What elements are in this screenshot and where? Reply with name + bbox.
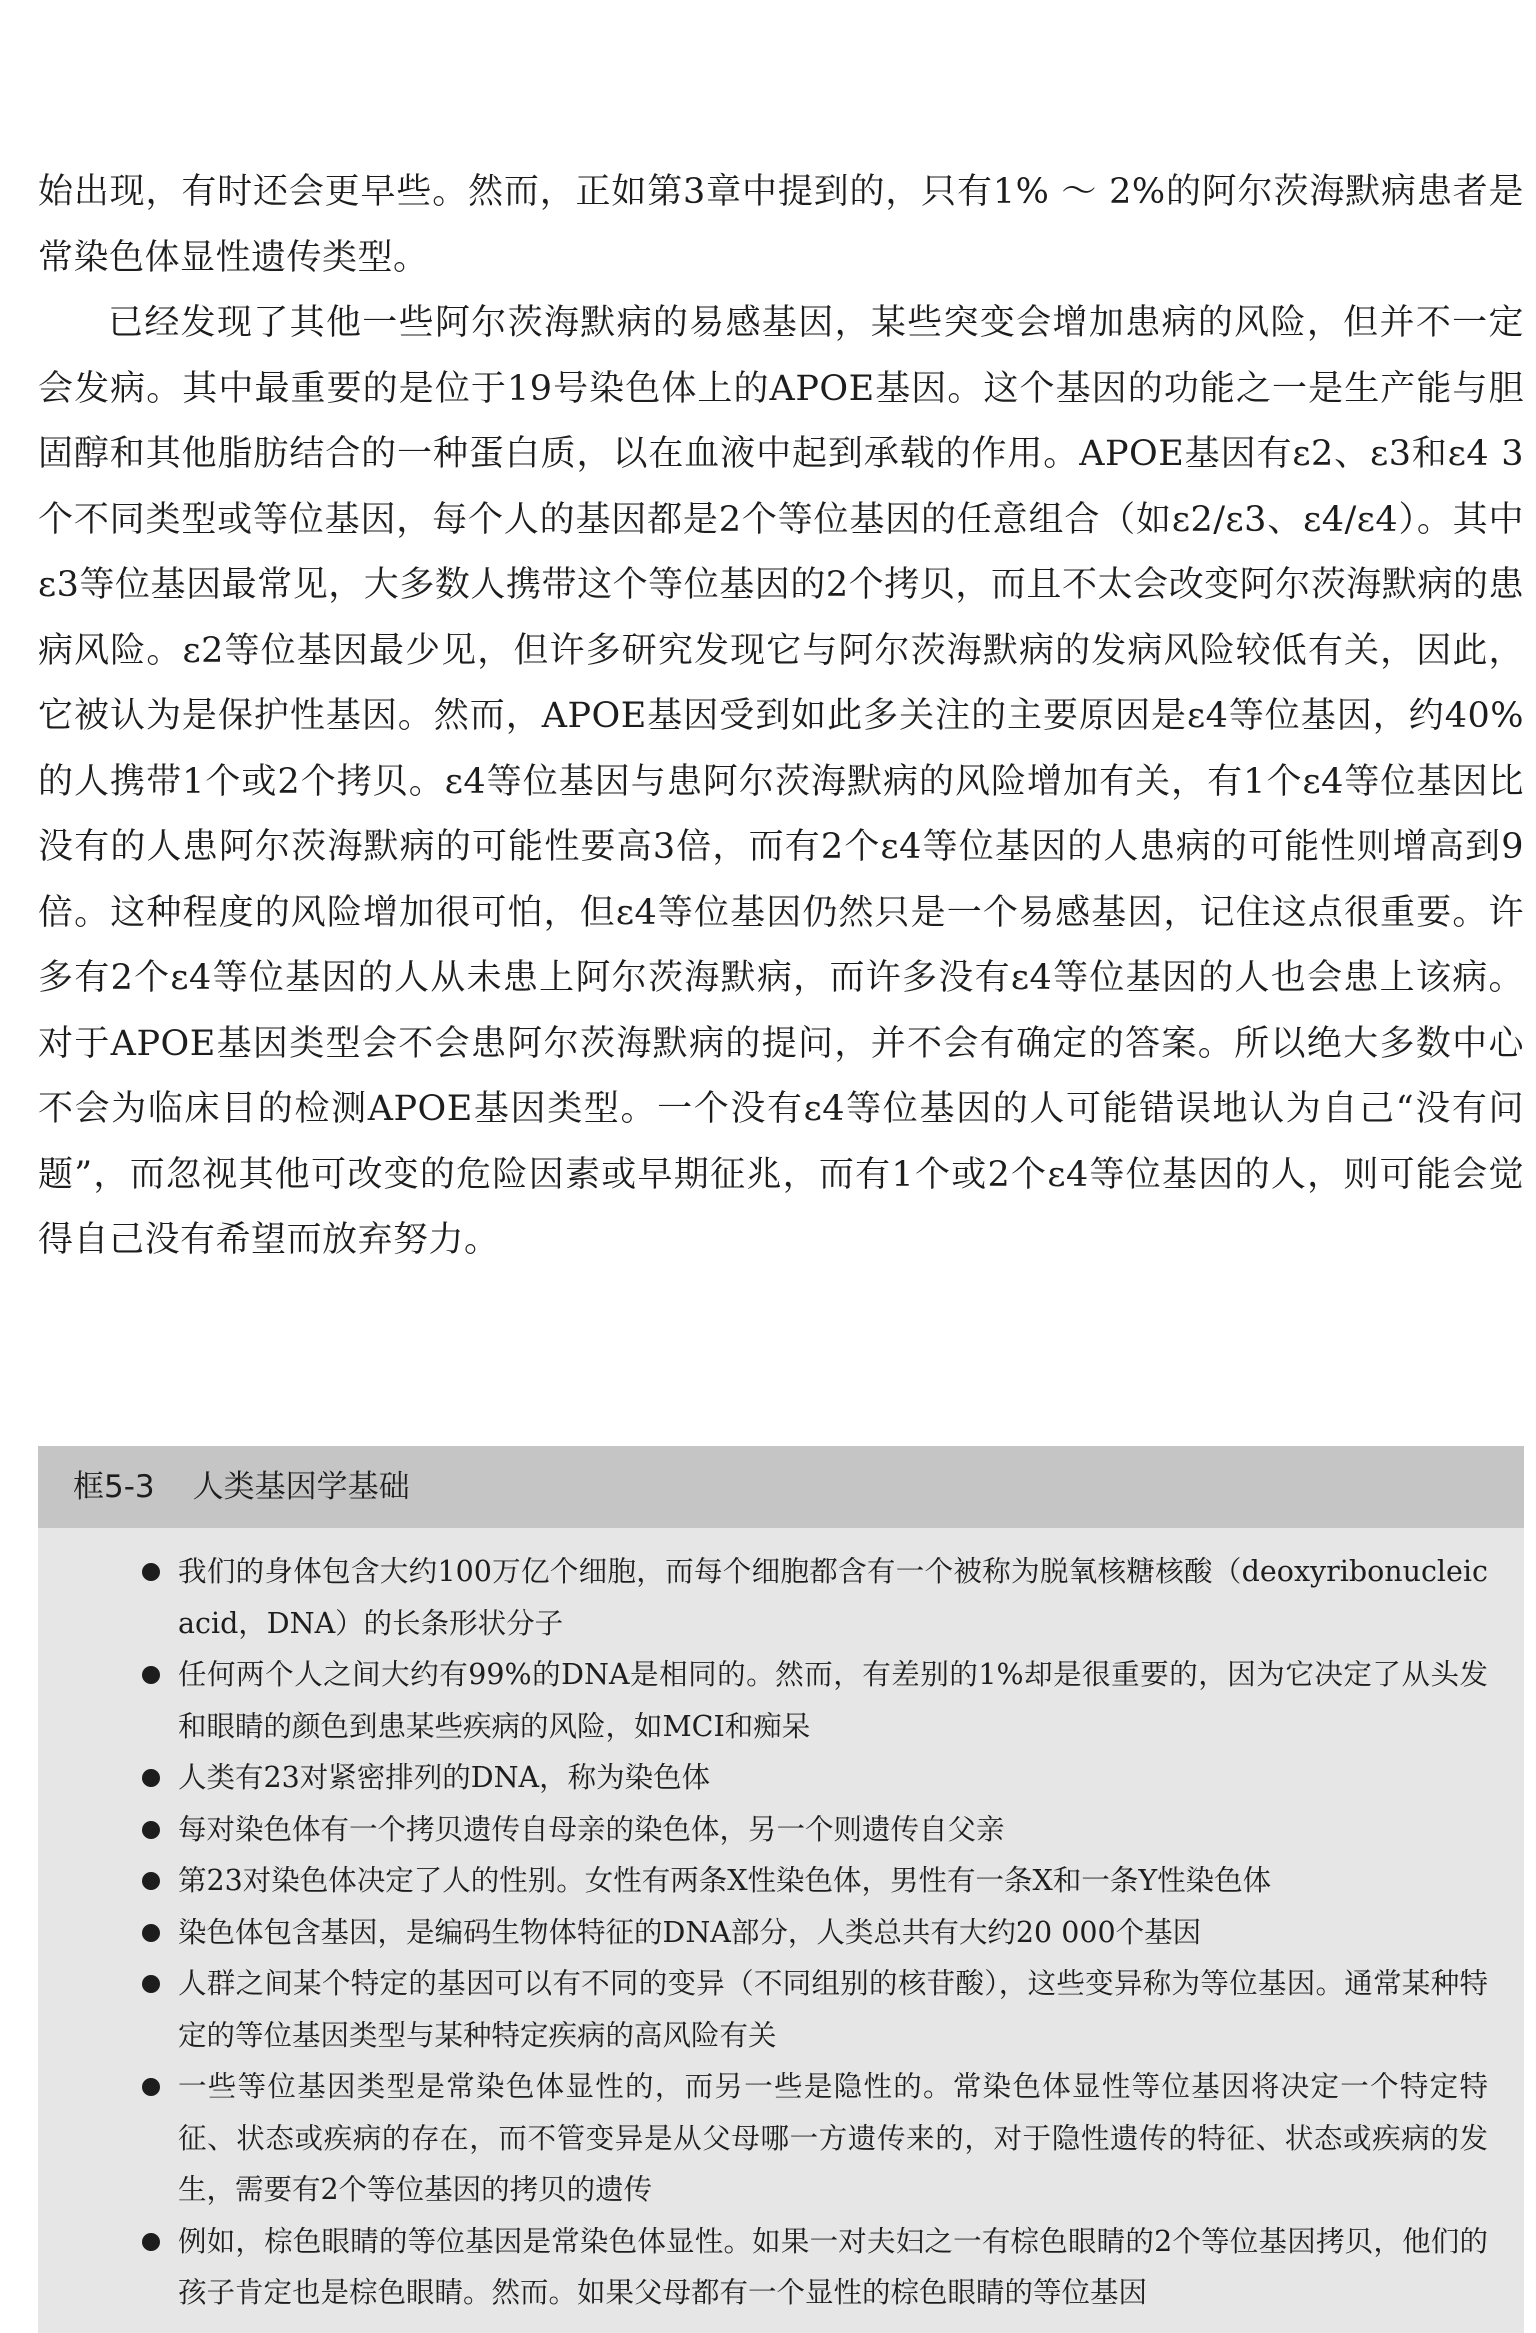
list-item-text: 例如，棕色眼睛的等位基因是常染色体显性。如果一对夫妇之一有棕色眼睛的2个等位基因拷贝，他们的孩子肯定也是棕色眼睛。然而。如果父母都有一个显性的棕色眼睛的等位基因 bbox=[178, 2224, 1488, 2309]
sidebar-box-5-3 bbox=[38, 1446, 1524, 2333]
bullet-dot-icon bbox=[142, 1924, 160, 1942]
list-item-text: 人类有23对紧密排列的DNA，称为染色体 bbox=[178, 1761, 711, 1794]
box-bullet-list bbox=[38, 1546, 1524, 2319]
list-item bbox=[38, 1907, 1524, 1959]
list-item-text: 任何两个人之间大约有99%的DNA是相同的。然而，有差别的1%却是很重要的，因为它决定了从头发和眼睛的颜色到患某些疾病的风险，如MCI和痴呆 bbox=[178, 1658, 1488, 1743]
box-title-text: 人类基因学基础 bbox=[192, 1469, 410, 1505]
list-item bbox=[38, 2061, 1524, 2216]
box-title bbox=[73, 1446, 410, 1528]
paragraph-continuation: 始出现，有时还会更早些。然而，正如第3章中提到的，只有1% ～ 2%的阿尔茨海默病患者是常染色体显性遗传类型。 bbox=[38, 172, 1524, 278]
list-item bbox=[38, 1804, 1524, 1856]
paragraph-apoe: 已经发现了其他一些阿尔茨海默病的易感基因，某些突变会增加患病的风险，但并不一定会发病。其中最重要的是位于19号染色体上的APOE基因。这个基因的功能之一是生产能与胆固醇和其他脂肪结合的一种蛋白质，以在血液中起到承载的作用。APOE基因有ε2、ε3和ε4 3个不同类型或等位基因，每个人的基因都是2个等位基因的任意组合（如ε2/ε3、ε4/ε4）。其中ε3等位基因最常见，大多数人携带这个等位基因的2个拷贝，而且不太会改变阿尔茨海默病的患病风险。ε2等位基因最少见，但许多研究发现它与阿尔茨海默病的发病风险较低有关，因此，它被认为是保护性基因。然而，APOE基因受到如此多关注的主要原因是ε4等位基因，约40%的人携带1个或2个拷贝。ε4等位基因与患阿尔茨海默病的风险增加有关，有1个ε4等位基因比没有的人患阿尔茨海默病的可能性要高3倍，而有2个ε4等位基因的人患病的可能性则增高到9倍。这种程度的风险增加很可怕，但ε4等位基因仍然只是一个易感基因，记住这点很重要。许多有2个ε4等位基因的人从未患上阿尔茨海默病，而许多没有ε4等位基因的人也会患上该病。对于APOE基因类型会不会患阿尔茨海默病的提问，并不会有确定的答案。所以绝大多数中心不会为临床目的检测APOE基因类型。一个没有ε4等位基因的人可能错误地认为自己“没有问题”，而忽视其他可改变的危险因素或早期征兆，而有1个或2个ε4等位基因的人，则可能会觉得自己没有希望而放弃努力。 bbox=[38, 303, 1524, 1260]
list-item-text: 人群之间某个特定的基因可以有不同的变异（不同组别的核苷酸），这些变异称为等位基因。通常某种特定的等位基因类型与某种特定疾病的高风险有关 bbox=[178, 1967, 1488, 2052]
list-item-text: 每对染色体有一个拷贝遗传自母亲的染色体，另一个则遗传自父亲 bbox=[178, 1812, 1005, 1846]
bullet-dot-icon bbox=[142, 2233, 160, 2251]
list-item bbox=[38, 1752, 1524, 1804]
bullet-dot-icon bbox=[142, 1666, 160, 1684]
bullet-dot-icon bbox=[142, 1975, 160, 1993]
bullet-dot-icon bbox=[142, 1769, 160, 1787]
box-number: 框5-3 bbox=[73, 1469, 155, 1505]
list-item bbox=[38, 2216, 1524, 2319]
list-item-text: 染色体包含基因，是编码生物体特征的DNA部分，人类总共有大约20 000个基因 bbox=[178, 1915, 1202, 1949]
list-item-text: 第23对染色体决定了人的性别。女性有两条X性染色体，男性有一条X和一条Y性染色体 bbox=[178, 1864, 1272, 1897]
bullet-dot-icon bbox=[142, 1563, 160, 1581]
list-item bbox=[38, 1958, 1524, 2061]
body-text bbox=[38, 160, 1524, 1274]
list-item-text: 一些等位基因类型是常染色体显性的，而另一些是隐性的。常染色体显性等位基因将决定一个特定特征、状态或疾病的存在，而不管变异是从父母哪一方遗传来的，对于隐性遗传的特征、状态或疾病的发生，需要有2个等位基因的拷贝的遗传 bbox=[178, 2070, 1488, 2206]
bullet-dot-icon bbox=[142, 1821, 160, 1839]
list-item-text: 我们的身体包含大约100万亿个细胞，而每个细胞都含有一个被称为脱氧核糖核酸（deoxyribonucleic acid，DNA）的长条形状分子 bbox=[178, 1555, 1488, 1640]
bullet-dot-icon bbox=[142, 1872, 160, 1890]
box-header bbox=[38, 1446, 1524, 1528]
list-item bbox=[38, 1649, 1524, 1752]
list-item bbox=[38, 1855, 1524, 1907]
list-item bbox=[38, 1546, 1524, 1649]
bullet-dot-icon bbox=[142, 2078, 160, 2096]
